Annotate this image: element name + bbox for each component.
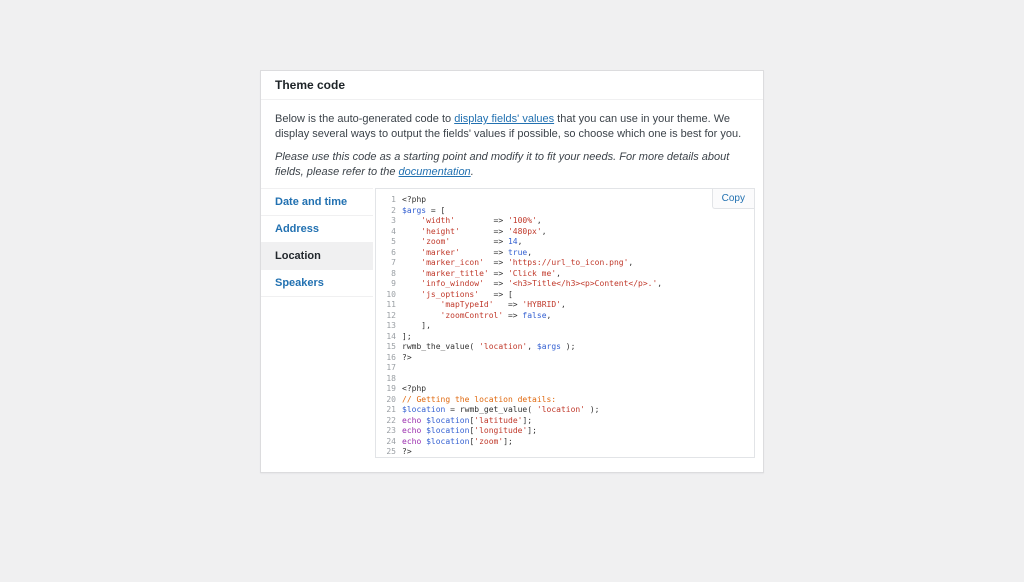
code-line: 4 'height' => '480px', xyxy=(382,227,754,238)
code-line: 16 ?> xyxy=(382,353,754,364)
intro-text-after: that you can use in your theme. We display several ways to output the fields' values if possible, so choose which one is best for you. xyxy=(275,113,742,140)
code-line: 12 'zoomControl' => false, xyxy=(382,311,754,322)
line-number: 6 xyxy=(391,247,396,257)
line-number: 13 xyxy=(386,321,396,330)
code-line: 2 $args = [ xyxy=(382,206,754,217)
line-number: 24 xyxy=(386,436,396,446)
theme-code-panel xyxy=(260,70,764,473)
note-text-before: Please use this code as a starting point and modify it to fit your needs. For more details about fields, please refer to the xyxy=(275,151,730,178)
display-fields-values-link[interactable]: display fields' values xyxy=(454,113,555,125)
line-number: 1 xyxy=(391,195,396,204)
line-number: 18 xyxy=(386,373,396,383)
documentation-link[interactable]: documentation xyxy=(398,166,471,178)
line-number: 14 xyxy=(386,331,396,341)
code-block xyxy=(375,188,755,458)
code-line: 19 <?php xyxy=(382,384,754,395)
code-line: 15 rwmb_the_value( 'location', $args ); xyxy=(382,342,754,353)
tab-address[interactable]: Address xyxy=(261,216,373,243)
code-line: 3 'width' => '100%', xyxy=(382,216,754,227)
line-number: 15 xyxy=(386,342,396,351)
intro-paragraph xyxy=(275,112,749,142)
line-number: 20 xyxy=(386,394,396,404)
code-line: 6 'marker' => true, xyxy=(382,248,754,259)
line-number: 7 xyxy=(391,258,396,267)
note-paragraph xyxy=(275,150,749,180)
code-line: 5 'zoom' => 14, xyxy=(382,237,754,248)
intro-text-before: Below is the auto-generated code to xyxy=(275,113,455,125)
content-row xyxy=(261,188,763,472)
line-number: 9 xyxy=(391,279,396,288)
code-line: 1 <?php xyxy=(382,195,754,206)
panel-description xyxy=(261,100,763,180)
code-line: 21 $location = rwmb_get_value( 'location' ); xyxy=(382,405,754,416)
copy-button[interactable]: Copy xyxy=(712,189,754,209)
code-line: 11 'mapTypeId' => 'HYBRID', xyxy=(382,300,754,311)
line-number: 2 xyxy=(391,205,396,215)
code-line: 23 echo $location['longitude']; xyxy=(382,426,754,437)
code-line: 22 echo $location['latitude']; xyxy=(382,416,754,427)
line-number: 25 xyxy=(386,447,396,456)
code-line: 7 'marker_icon' => 'https://url_to_icon.png', xyxy=(382,258,754,269)
code-line: 9 'info_window' => '<h3>Title</h3><p>Content</p>.', xyxy=(382,279,754,290)
tab-list xyxy=(261,188,373,297)
line-number: 11 xyxy=(386,300,396,309)
code-line xyxy=(382,374,754,385)
code-line: 25 ?> xyxy=(382,447,754,458)
line-number: 10 xyxy=(386,289,396,299)
line-number: 19 xyxy=(386,384,396,393)
code-line: 10 'js_options' => [ xyxy=(382,290,754,301)
line-number: 3 xyxy=(391,216,396,225)
tab-date-and-time[interactable]: Date and time xyxy=(261,189,373,216)
code-line: 20 // Getting the location details: xyxy=(382,395,754,406)
line-number: 16 xyxy=(386,352,396,362)
tab-location[interactable]: Location xyxy=(261,243,373,270)
line-number: 5 xyxy=(391,237,396,246)
line-number: 8 xyxy=(391,268,396,278)
code-line: 24 echo $location['zoom']; xyxy=(382,437,754,448)
line-number: 21 xyxy=(386,405,396,414)
code-line: 8 'marker_title' => 'Click me', xyxy=(382,269,754,280)
code-lines xyxy=(382,195,754,458)
tab-speakers[interactable]: Speakers xyxy=(261,270,373,297)
line-number: 4 xyxy=(391,226,396,236)
note-text-after: . xyxy=(470,166,474,178)
code-line: 13 ], xyxy=(382,321,754,332)
line-number: 22 xyxy=(386,415,396,425)
panel-title: Theme code xyxy=(261,71,763,100)
line-number: 23 xyxy=(386,426,396,435)
code-line xyxy=(382,363,754,374)
line-number: 12 xyxy=(386,310,396,320)
line-number: 17 xyxy=(386,363,396,372)
code-line: 14 ]; xyxy=(382,332,754,343)
